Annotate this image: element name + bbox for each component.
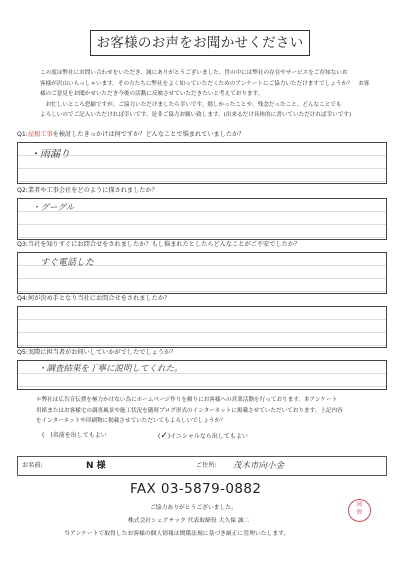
answer-1-handwriting: ・雨漏り	[30, 149, 70, 160]
intro-line: よろしいのでご記入いただければ幸いです。是非ご協力お願い致します。(出来るだけ具体的に書いていただければ幸いです)	[40, 112, 352, 119]
note-line: をインターネットや印刷物に掲載させていただいてもよろしいでしょうか？	[36, 418, 226, 425]
answer-2-handwriting: ・グーグル	[32, 203, 75, 213]
thanks-text: ご協力ありがとうございました。	[150, 505, 237, 511]
intro-line: この度は弊社にお問い合わせをいただき、誠にありがとうございました。世の中には弊社の存在やサービスをご存知ないお	[40, 70, 348, 76]
checkbox-initial[interactable]: (✓)	[158, 431, 171, 441]
question-text: 業者や工事会社をどのように探されましたか？	[27, 187, 158, 194]
consent-option-name[interactable]	[42, 431, 107, 441]
consent-option-initial-label: イニシャルなら出してもよい	[170, 433, 248, 440]
check-mark-icon: ✓	[160, 431, 168, 441]
page-title: お客様のお声をお聞かせください	[90, 30, 310, 56]
note-line: 用紙またはお客様宅の調査風景や施工状況を随時ブログ形式のインターネットに掲載させていただいております。上記内容	[36, 407, 343, 414]
answer-5-handwriting: ・調査結果を丁寧に説明してくれた。	[38, 364, 183, 374]
seal-stamp-icon	[348, 499, 371, 522]
name-value[interactable]: N 様	[86, 461, 106, 471]
fax-number: FAX 03-5879-0882	[130, 481, 262, 497]
answer-box-2[interactable]	[17, 198, 387, 240]
checkbox-name[interactable]: ( )	[42, 432, 53, 439]
publication-note	[36, 395, 386, 427]
question-text: を検討したきっかけは何ですか？どんなことで悩まれていましたか？	[52, 131, 245, 138]
name-label: お名前:	[22, 462, 43, 469]
question-text: 実際に担当者がお伺いしていかがでしたでしょうか？	[27, 349, 177, 356]
answer-3-handwriting: すぐ電話した	[40, 258, 95, 268]
question-3	[17, 238, 385, 252]
question-text: 当社を知りすぐにお問合せをされましたか？もし悩まれたとしたらどんなことがご不安でしたか？	[27, 241, 301, 248]
answer-box-1[interactable]	[17, 142, 387, 184]
answer-box-4[interactable]	[17, 306, 387, 348]
answer-box-5[interactable]	[17, 360, 387, 390]
question-highlight: 屋根工事	[27, 131, 53, 138]
intro-line: お忙しいところ恐縮ですが、ご協力いただけましたら幸いです。嬉しかったことや、残念だったこと、どんなことでも	[40, 101, 342, 108]
question-2	[17, 184, 385, 198]
consent-option-initial[interactable]	[158, 431, 248, 442]
stamp-char: 岡	[356, 502, 363, 508]
question-4	[17, 292, 385, 306]
answer-box-3[interactable]	[17, 252, 387, 294]
stamp-char: 野	[356, 510, 363, 516]
consent-option-name-label: 名前を出してもよい	[52, 432, 107, 439]
question-text: 何が決め手となり当社にお問合せをされましたか？	[27, 295, 171, 302]
question-prefix: Q2:	[17, 187, 28, 194]
intro-line: 客様が沢山いらっしゃいます。その方たちに弊社をよく知っていただくためのアンケートにご協力いただけますでしょうか？ お客	[40, 80, 370, 87]
intro-line: 様のご意見をお聞かせいただき今後の活動に反映させていただきたいと考えております。	[40, 91, 264, 98]
privacy-text: 当アンケートで取得したお客様の個人情報は関係法規に基づき厳正に管理いたします。	[64, 531, 290, 537]
intro-text	[40, 68, 380, 121]
address-value[interactable]: 茂木市向小金	[233, 461, 285, 471]
question-prefix: Q4:	[17, 295, 28, 302]
note-line: ＊弊社は広告宣伝費を極力かけない為にホームページ作りを頼りにお客様への営業活動を行っております。本アンケート	[36, 397, 338, 403]
address-label: ご住所:	[196, 462, 217, 469]
question-prefix: Q5:	[17, 349, 28, 356]
company-text: 株式会社シェアテック 代表取締役 大久保 誠二	[128, 518, 250, 524]
question-5	[17, 346, 385, 360]
name-address-bar	[17, 456, 387, 476]
question-1	[17, 128, 385, 142]
question-prefix: Q3:	[17, 241, 28, 248]
question-prefix: Q1:	[17, 131, 28, 138]
